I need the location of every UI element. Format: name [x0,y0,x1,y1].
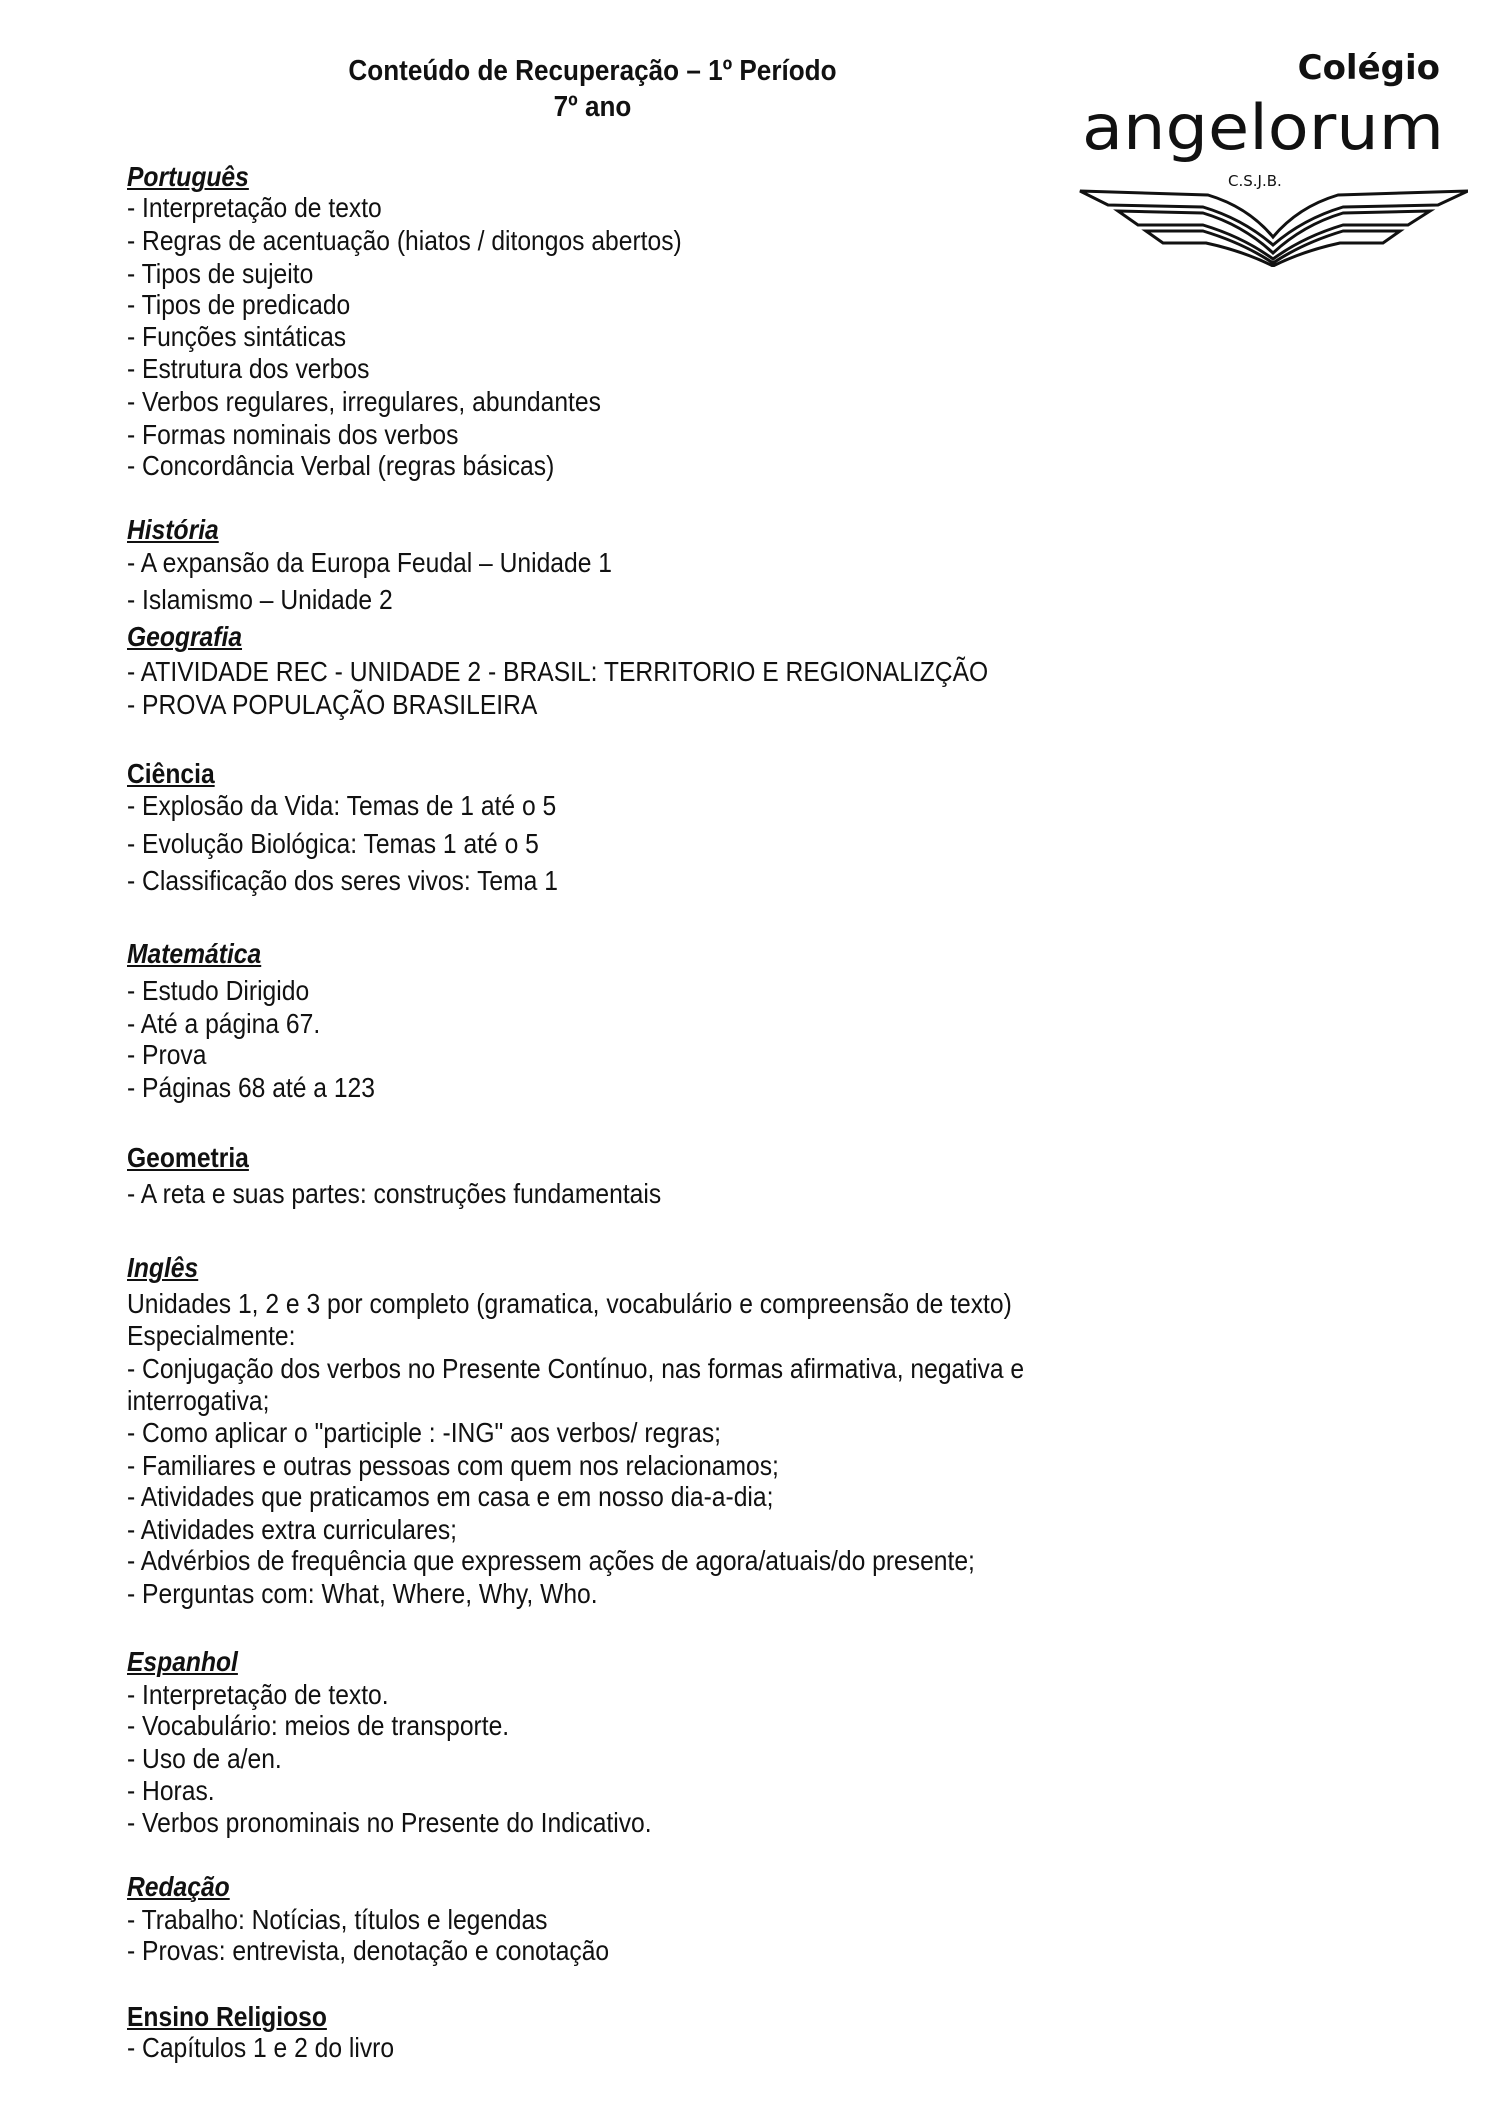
list-item: - Explosão da Vida: Temas de 1 até o 5 [127,790,557,821]
section-heading-ingles: Inglês [127,1252,199,1283]
list-item: - Classificação dos seres vivos: Tema 1 [127,865,558,896]
list-item: Unidades 1, 2 e 3 por completo (gramatica, vocabulário e compreensão de texto) [127,1288,1012,1319]
section-heading-geografia: Geografia [127,621,243,652]
list-item: - Trabalho: Notícias, títulos e legendas [127,1904,548,1935]
section-heading-geometria: Geometria [127,1142,249,1173]
list-item: - Interpretação de texto [127,192,382,223]
list-item: - Advérbios de frequência que expressem ações de agora/atuais/do presente; [127,1545,975,1576]
list-item: - Perguntas com: What, Where, Why, Who. [127,1578,598,1609]
list-item: - Regras de acentuação (hiatos / ditongos abertos) [127,225,682,256]
list-item: - Estudo Dirigido [127,975,310,1006]
list-item: - Capítulos 1 e 2 do livro [127,2032,395,2063]
list-item: - Tipos de predicado [127,289,351,320]
list-item: - Verbos regulares, irregulares, abundantes [127,386,601,417]
list-item: - PROVA POPULAÇÃO BRASILEIRA [127,689,538,720]
list-item: - Como aplicar o "participle : -ING" aos verbos/ regras; [127,1417,722,1448]
list-item: - Páginas 68 até a 123 [127,1072,375,1103]
list-item: - Concordância Verbal (regras básicas) [127,450,555,481]
section-heading-ciencia: Ciência [127,758,215,789]
list-item: - Provas: entrevista, denotação e conotação [127,1935,610,1966]
list-item: - Verbos pronominais no Presente do Indicativo. [127,1807,652,1838]
list-item: - A expansão da Europa Feudal – Unidade 1 [127,547,612,578]
list-item: - Interpretação de texto. [127,1679,389,1710]
book-wings-icon [1080,191,1468,266]
section-heading-portugues: Português [127,161,249,192]
list-item: Especialmente: [127,1320,296,1351]
section-heading-historia: História [127,514,219,545]
section-heading-ensino-religioso: Ensino Religioso [127,2001,327,2032]
logo-colegio: Colégio [1297,48,1440,88]
list-item: - ATIVIDADE REC - UNIDADE 2 - BRASIL: TERRITORIO E REGIONALIZÇÃO [127,656,989,687]
list-item: interrogativa; [127,1385,270,1416]
list-item: - Funções sintáticas [127,321,347,352]
list-item: - Islamismo – Unidade 2 [127,584,393,615]
list-item: - Estrutura dos verbos [127,353,370,384]
section-heading-espanhol: Espanhol [127,1646,238,1677]
list-item: - Atividades que praticamos em casa e em nosso dia-a-dia; [127,1481,774,1512]
list-item: - Até a página 67. [127,1008,321,1039]
list-item: - Conjugação dos verbos no Presente Contínuo, nas formas afirmativa, negativa e [127,1353,1025,1384]
list-item: - Vocabulário: meios de transporte. [127,1710,510,1741]
list-item: - Familiares e outras pessoas com quem nos relacionamos; [127,1450,779,1481]
list-item: - Atividades extra curriculares; [127,1514,458,1545]
list-item: - Prova [127,1039,207,1070]
section-heading-matematica: Matemática [127,938,262,969]
school-logo [1078,45,1468,267]
document-title: Conteúdo de Recuperação – 1º Período [348,55,837,87]
list-item: - Formas nominais dos verbos [127,419,459,450]
logo-csjb: C.S.J.B. [1228,172,1282,190]
list-item: - Horas. [127,1775,215,1806]
logo-angelorum: angelorum [1082,91,1444,164]
section-heading-redacao: Redação [127,1871,230,1902]
list-item: - Tipos de sujeito [127,258,314,289]
list-item: - A reta e suas partes: construções fundamentais [127,1178,662,1209]
document-subtitle: 7º ano [553,91,632,123]
list-item: - Uso de a/en. [127,1743,282,1774]
list-item: - Evolução Biológica: Temas 1 até o 5 [127,828,539,859]
